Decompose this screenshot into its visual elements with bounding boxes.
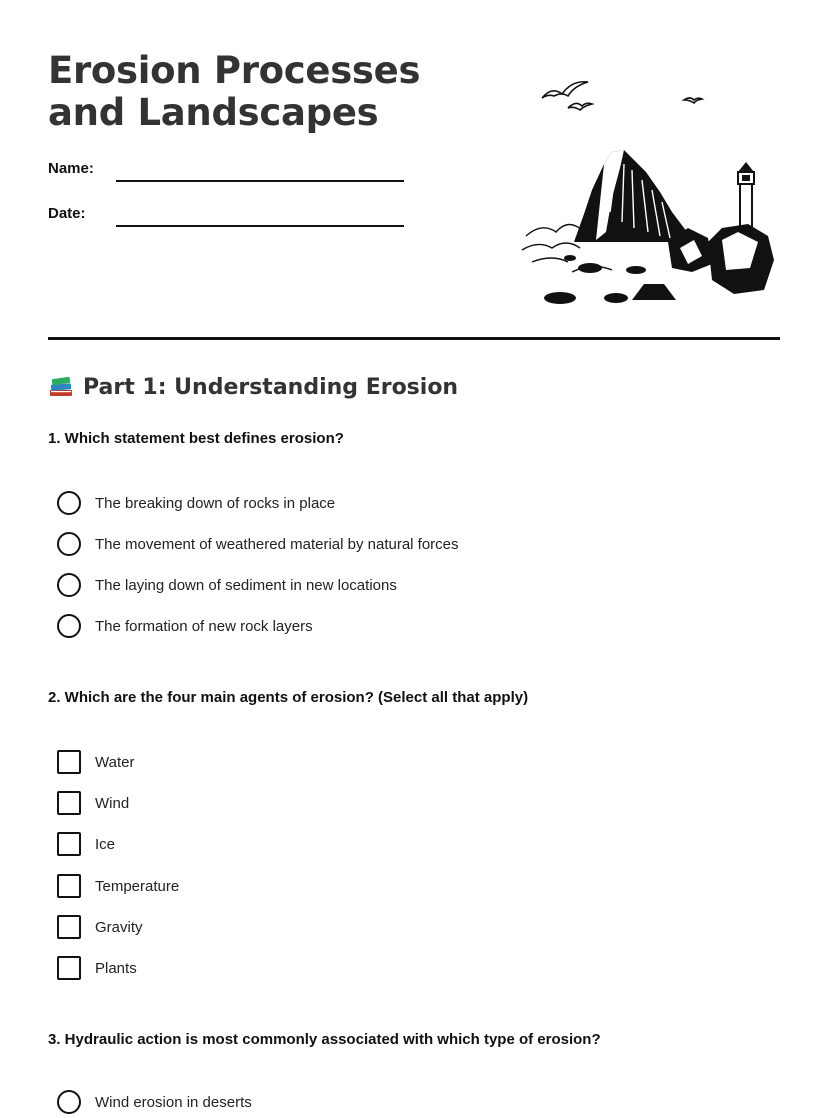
name-field[interactable] bbox=[116, 180, 404, 182]
header-divider bbox=[48, 337, 780, 340]
checkbox[interactable] bbox=[57, 915, 81, 939]
q2-option-wind[interactable] bbox=[57, 790, 129, 816]
date-field[interactable] bbox=[116, 225, 404, 227]
checkbox[interactable] bbox=[57, 832, 81, 856]
checkbox[interactable] bbox=[57, 874, 81, 898]
date-label: Date: bbox=[48, 205, 86, 222]
option-label: Wind erosion in deserts bbox=[95, 1093, 252, 1111]
section-heading-text: Part 1: Understanding Erosion bbox=[83, 374, 459, 400]
coastal-cliff-lighthouse-illustration bbox=[512, 72, 782, 312]
option-label: Wind bbox=[95, 794, 130, 812]
checkbox[interactable] bbox=[57, 956, 81, 980]
name-label: Name: bbox=[48, 160, 94, 177]
radio-button[interactable] bbox=[57, 573, 81, 597]
q1-option-1[interactable] bbox=[57, 490, 335, 516]
radio-button[interactable] bbox=[57, 614, 81, 638]
question-3: 3. Hydraulic action is most commonly associated with which type of erosion? bbox=[48, 1031, 601, 1048]
q1-option-4[interactable] bbox=[57, 613, 313, 639]
radio-button[interactable] bbox=[57, 532, 81, 556]
question-2: 2. Which are the four main agents of erosion? (Select all that apply) bbox=[48, 689, 529, 706]
option-label: Temperature bbox=[95, 877, 180, 895]
option-label: The movement of weathered material by natural forces bbox=[95, 535, 459, 553]
seagull-icons bbox=[542, 82, 702, 110]
q2-option-ice[interactable] bbox=[57, 831, 115, 857]
option-label: The formation of new rock layers bbox=[95, 617, 313, 635]
option-label: Gravity bbox=[95, 918, 143, 936]
checkbox[interactable] bbox=[57, 750, 81, 774]
q1-option-2[interactable] bbox=[57, 531, 459, 557]
q2-option-temperature[interactable] bbox=[57, 873, 179, 899]
section-heading bbox=[48, 374, 458, 400]
q3-option-1[interactable] bbox=[57, 1089, 252, 1115]
q2-option-plants[interactable] bbox=[57, 955, 137, 981]
q2-option-gravity[interactable] bbox=[57, 914, 143, 940]
q2-option-water[interactable] bbox=[57, 749, 134, 775]
option-label: Water bbox=[95, 753, 135, 771]
option-label: Plants bbox=[95, 959, 137, 977]
checkbox[interactable] bbox=[57, 791, 81, 815]
q1-option-3[interactable] bbox=[57, 572, 397, 598]
page-title: Erosion Processes and Landscapes bbox=[48, 49, 421, 134]
radio-button[interactable] bbox=[57, 1090, 81, 1114]
option-label: Ice bbox=[95, 835, 116, 853]
radio-button[interactable] bbox=[57, 491, 81, 515]
books-icon bbox=[48, 374, 74, 400]
option-label: The breaking down of rocks in place bbox=[95, 494, 336, 512]
option-label: The laying down of sediment in new locations bbox=[95, 576, 397, 594]
question-1: 1. Which statement best defines erosion? bbox=[48, 430, 344, 447]
